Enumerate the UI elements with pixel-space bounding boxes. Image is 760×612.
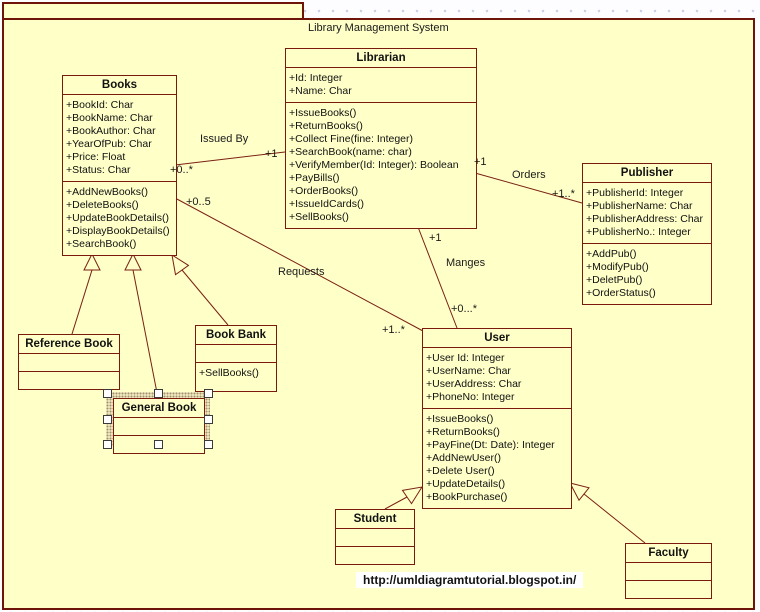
triangle-arrowhead [403,487,423,504]
attribute: +PublisherNo.: Integer [586,226,691,238]
attribute: +BookAuthor: Char [66,125,156,137]
class-books[interactable] [62,75,177,256]
class-title: Student [336,510,414,529]
package-title: Library Management System [308,22,449,34]
resize-handle[interactable] [154,389,163,398]
mult-issuedby-books: +0..* [170,164,193,176]
resize-handle[interactable] [103,415,112,424]
label-issued-by[interactable]: Issued By [200,133,249,145]
resize-handle[interactable] [204,389,213,398]
generalization-referencebook-books[interactable] [72,270,92,334]
class-title: General Book [114,399,204,418]
resize-handle[interactable] [154,440,163,449]
class-book-bank[interactable] [195,325,277,392]
mult-manages-user: +0...* [451,303,477,315]
methods-compartment [63,181,176,255]
method: +ModifyPub() [586,261,649,273]
method: +PayFine(Dt: Date): Integer [426,439,555,451]
methods-compartment [423,408,571,508]
triangle-arrowhead [172,255,189,275]
mult-requests-user: +1..* [382,324,405,336]
method: +IssueBooks() [289,107,357,119]
label-manages[interactable]: Manges [446,257,486,269]
method: +OrderStatus() [586,287,656,299]
generalization-student-user[interactable] [385,497,407,509]
method: +UpdateDetails() [426,478,506,490]
method: +UpdateBookDetails() [66,212,170,224]
methods-compartment [626,580,711,598]
attribute: +YearOfPub: Char [66,138,152,150]
method: +AddNewBooks() [66,186,148,198]
mult-requests-books: +0..5 [186,196,211,208]
attributes-compartment [196,345,276,362]
mult-orders-librarian: +1 [474,156,487,168]
class-user[interactable] [422,328,572,509]
attribute: +BookName: Char [66,112,153,124]
attributes-compartment [626,563,711,580]
class-title: Faculty [626,544,711,563]
method: +PayBills() [289,172,340,184]
triangle-arrowhead [84,254,100,270]
methods-compartment [336,546,414,564]
selection-frame-general-book[interactable] [106,392,210,446]
method: +SearchBook(name: char) [289,146,412,158]
class-title: Reference Book [19,335,119,354]
class-title: Book Bank [196,326,276,345]
class-reference-book[interactable] [18,334,120,390]
class-title: Librarian [286,49,476,68]
attribute: +PublisherAddress: Char [586,213,704,225]
attribute: +Price: Float [66,151,126,163]
generalization-generalbook-books[interactable] [133,270,158,398]
class-title: Publisher [583,164,711,183]
class-student[interactable] [335,509,415,565]
method: +SearchBook() [66,238,137,250]
attribute: +PublisherId: Integer [586,187,684,199]
method: +ReturnBooks() [289,120,363,132]
attributes-compartment [286,68,476,102]
attributes-compartment [423,348,571,408]
class-title: User [423,329,571,348]
attributes-compartment [63,95,176,181]
resize-handle[interactable] [204,440,213,449]
method: +BookPurchase() [426,491,508,503]
class-faculty[interactable] [625,543,712,599]
generalization-bookbank-books[interactable] [182,270,228,325]
attribute: +PhoneNo: Integer [426,391,515,403]
attribute: +UserName: Char [426,365,511,377]
watermark-url[interactable]: http://umldiagramtutorial.blogspot.in/ [356,572,583,588]
attribute: +BookId: Char [66,99,134,111]
triangle-arrowhead [570,483,589,500]
mult-issuedby-librarian: +1 [265,148,278,160]
method: +VerifyMember(Id: Integer): Boolean [289,159,459,171]
methods-compartment [19,371,119,389]
class-librarian[interactable] [285,48,477,229]
attributes-compartment [19,354,119,371]
methods-compartment [583,243,711,304]
method: +SellBooks() [199,367,259,379]
attribute: +Status: Char [66,164,131,176]
attributes-compartment [114,418,204,435]
method: +AddPub() [586,248,637,260]
method: +Delete User() [426,465,495,477]
label-orders[interactable]: Orders [512,169,546,181]
method: +IssueIdCards() [289,198,364,210]
methods-compartment [286,102,476,228]
attribute: +Id: Integer [289,72,343,84]
generalization-faculty-user[interactable] [584,494,645,543]
method: +AddNewUser() [426,452,501,464]
method: +DeleteBooks() [66,199,139,211]
resize-handle[interactable] [204,415,213,424]
triangle-arrowhead [125,254,141,270]
method: +ReturnBooks() [426,426,500,438]
resize-handle[interactable] [103,389,112,398]
method: +IssueBooks() [426,413,494,425]
attribute: +UserAddress: Char [426,378,522,390]
method: +OrderBooks() [289,185,359,197]
attribute: +Name: Char [289,85,352,97]
method: +DisplayBookDetails() [66,225,170,237]
attributes-compartment [336,529,414,546]
class-publisher[interactable] [582,163,712,305]
attribute: +User Id: Integer [426,352,505,364]
resize-handle[interactable] [103,440,112,449]
attribute: +PublisherName: Char [586,200,693,212]
label-requests[interactable]: Requests [278,266,325,278]
method: +DeletPub() [586,274,643,286]
mult-manages-librarian: +1 [429,232,442,244]
attributes-compartment [583,183,711,243]
class-title: Books [63,76,176,95]
method: +SellBooks() [289,211,349,223]
methods-compartment [196,362,276,391]
method: +Collect Fine(fine: Integer) [289,133,414,145]
mult-orders-publisher: +1..* [552,188,575,200]
